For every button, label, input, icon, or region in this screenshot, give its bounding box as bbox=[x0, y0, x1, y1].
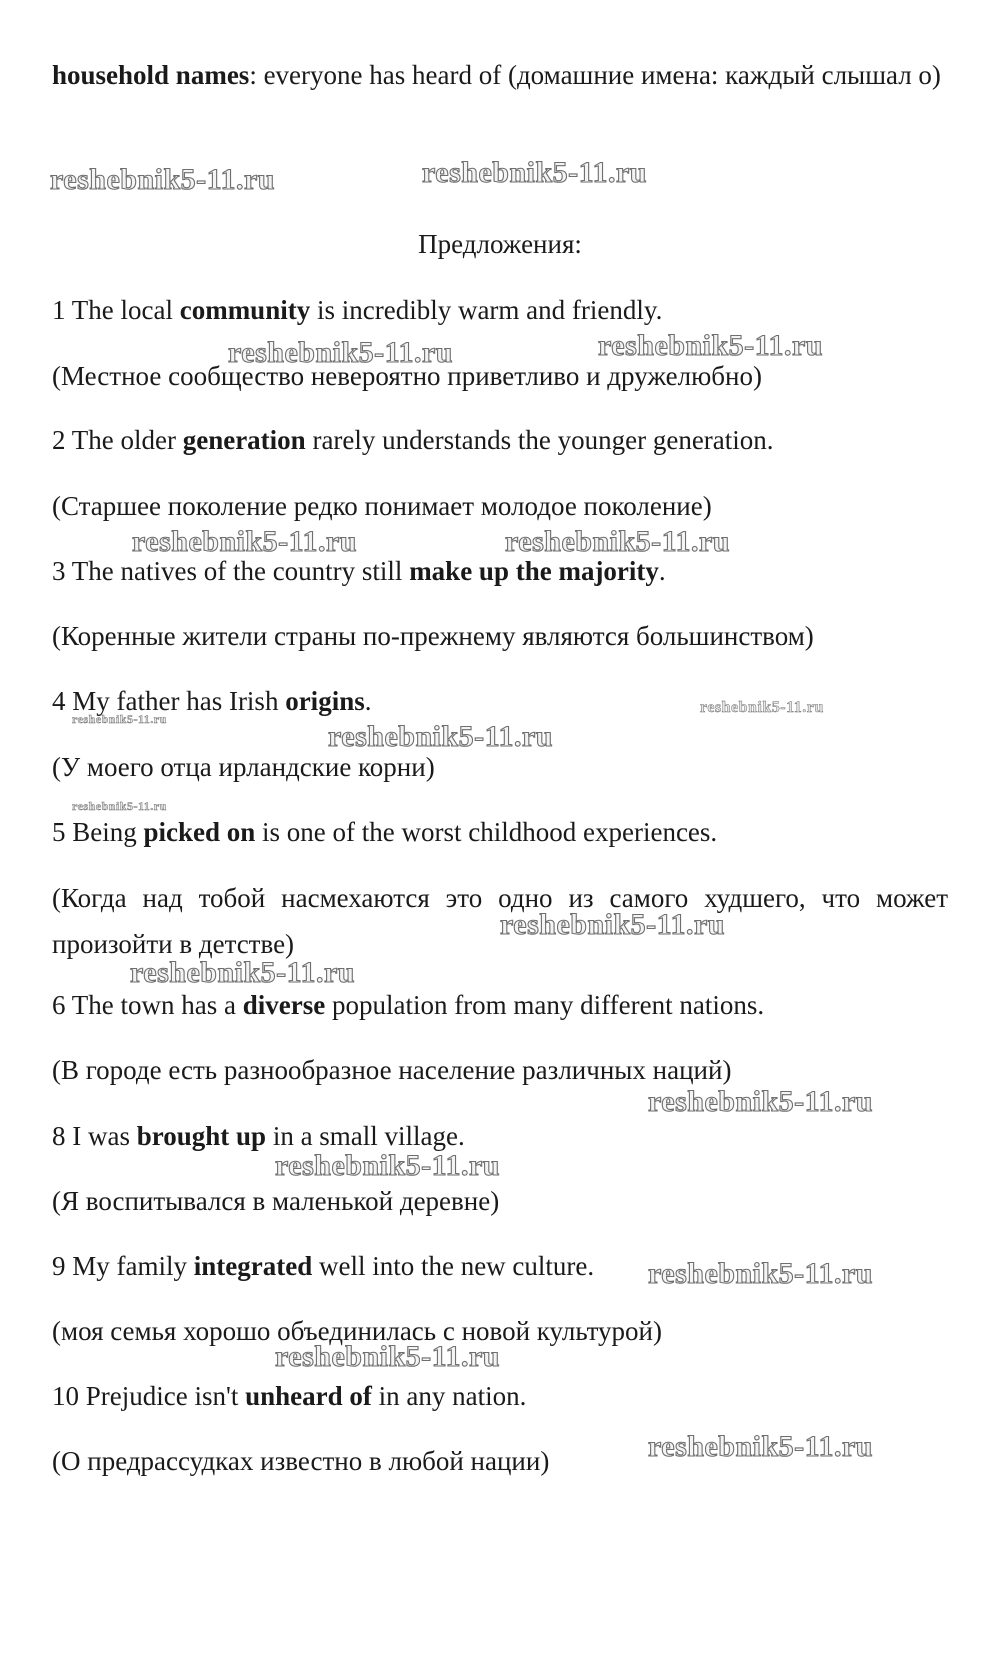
sentence-text: The local bbox=[71, 295, 180, 325]
watermark: reshebnik5-11.ru bbox=[130, 956, 355, 989]
sentence-number: 6 bbox=[52, 990, 66, 1020]
sentence-number: 5 bbox=[52, 817, 66, 847]
translation-6: (В городе есть разнообразное население различных наций) bbox=[52, 1055, 732, 1085]
sentence-keyword: generation bbox=[182, 425, 306, 455]
sentence-text: The natives of the country still bbox=[71, 556, 410, 586]
sentence-text: is incredibly warm and friendly. bbox=[310, 295, 663, 325]
sentence-number: 4 bbox=[52, 686, 66, 716]
translation-10: (О предрассудках известно в любой нации) bbox=[52, 1446, 550, 1476]
sentence-text: . bbox=[658, 556, 666, 586]
sentence-text: population from many different nations. bbox=[325, 990, 765, 1020]
watermark: reshebnik5-11.ru bbox=[50, 163, 275, 196]
watermark: reshebnik5-11.ru bbox=[422, 156, 647, 189]
intro-term: household names bbox=[52, 60, 250, 90]
watermark: reshebnik5-11.ru bbox=[72, 712, 167, 726]
watermark: reshebnik5-11.ru bbox=[598, 329, 823, 362]
watermark: reshebnik5-11.ru bbox=[275, 1149, 500, 1182]
sentence-text: in a small village. bbox=[266, 1121, 465, 1151]
translation-9: (моя семья хорошо объединилась с новой культурой) bbox=[52, 1316, 662, 1346]
translation-1: (Местное сообщество невероятно приветливо и дружелюбно) bbox=[52, 361, 762, 391]
watermark: reshebnik5-11.ru bbox=[72, 799, 167, 813]
watermark: reshebnik5-11.ru bbox=[648, 1085, 873, 1118]
sentence-text: in any nation. bbox=[371, 1381, 527, 1411]
intro-paragraph bbox=[52, 52, 948, 98]
sentence-number: 2 bbox=[52, 425, 66, 455]
sentence-text: The town has a bbox=[71, 990, 243, 1020]
sentence-text: I was bbox=[72, 1121, 137, 1151]
sentence-keyword: diverse bbox=[242, 990, 326, 1020]
translation-2: (Старшее поколение редко понимает молодое поколение) bbox=[52, 491, 712, 521]
translation-8: (Я воспитывался в маленькой деревне) bbox=[52, 1186, 500, 1216]
watermark: reshebnik5-11.ru bbox=[275, 1340, 500, 1373]
sentence-text: well into the new culture. bbox=[312, 1251, 595, 1281]
watermark: reshebnik5-11.ru bbox=[700, 699, 824, 716]
sentence-text: is one of the worst childhood experiences. bbox=[255, 817, 718, 847]
watermark: reshebnik5-11.ru bbox=[228, 336, 453, 369]
watermark: reshebnik5-11.ru bbox=[328, 720, 553, 753]
translation-3: (Коренные жители страны по-прежнему являются большинством) bbox=[52, 621, 814, 651]
sentence-number: 9 bbox=[52, 1251, 66, 1281]
watermark: reshebnik5-11.ru bbox=[648, 1257, 873, 1290]
sentence-text: rarely understands the younger generation. bbox=[305, 425, 774, 455]
watermark: reshebnik5-11.ru bbox=[505, 525, 730, 558]
sentence-text: . bbox=[364, 686, 372, 716]
sentence-keyword: unheard of bbox=[245, 1381, 372, 1411]
sentence-keyword: brought up bbox=[136, 1121, 267, 1151]
watermark: reshebnik5-11.ru bbox=[648, 1430, 873, 1463]
sentence-10 bbox=[52, 1374, 948, 1418]
intro-definition: : everyone has heard of (домашние имена: каждый слышал о) bbox=[249, 60, 941, 90]
sentence-text: Prejudice isn't bbox=[85, 1381, 246, 1411]
watermark: reshebnik5-11.ru bbox=[132, 525, 357, 558]
sentence-keyword: integrated bbox=[193, 1251, 313, 1281]
sentence-number: 1 bbox=[52, 295, 66, 325]
sentence-keyword: origins bbox=[285, 686, 365, 716]
sentence-6 bbox=[52, 983, 948, 1027]
watermark: reshebnik5-11.ru bbox=[500, 908, 725, 941]
translation-5: (Когда над тобой насмехаются это одно из самого худшего, что может произойти в детстве) bbox=[52, 883, 948, 959]
sentence-number: 3 bbox=[52, 556, 66, 586]
sentence-keyword: make up the majority bbox=[409, 556, 659, 586]
sentence-text: Being bbox=[72, 817, 144, 847]
translation-4: (У моего отца ирландские корни) bbox=[52, 752, 435, 782]
sentence-keyword: picked on bbox=[143, 817, 256, 847]
sentence-1 bbox=[52, 288, 948, 332]
sentence-text: My father has Irish bbox=[72, 686, 286, 716]
sentence-number: 10 bbox=[52, 1381, 79, 1411]
sentence-8 bbox=[52, 1114, 948, 1158]
sentence-text: My family bbox=[72, 1251, 194, 1281]
sentence-keyword: community bbox=[179, 295, 311, 325]
sentence-text: The older bbox=[71, 425, 183, 455]
sentence-5 bbox=[52, 810, 948, 854]
section-heading: Предложения: bbox=[418, 229, 582, 259]
sentence-number: 8 bbox=[52, 1121, 66, 1151]
sentence-2 bbox=[52, 418, 948, 462]
